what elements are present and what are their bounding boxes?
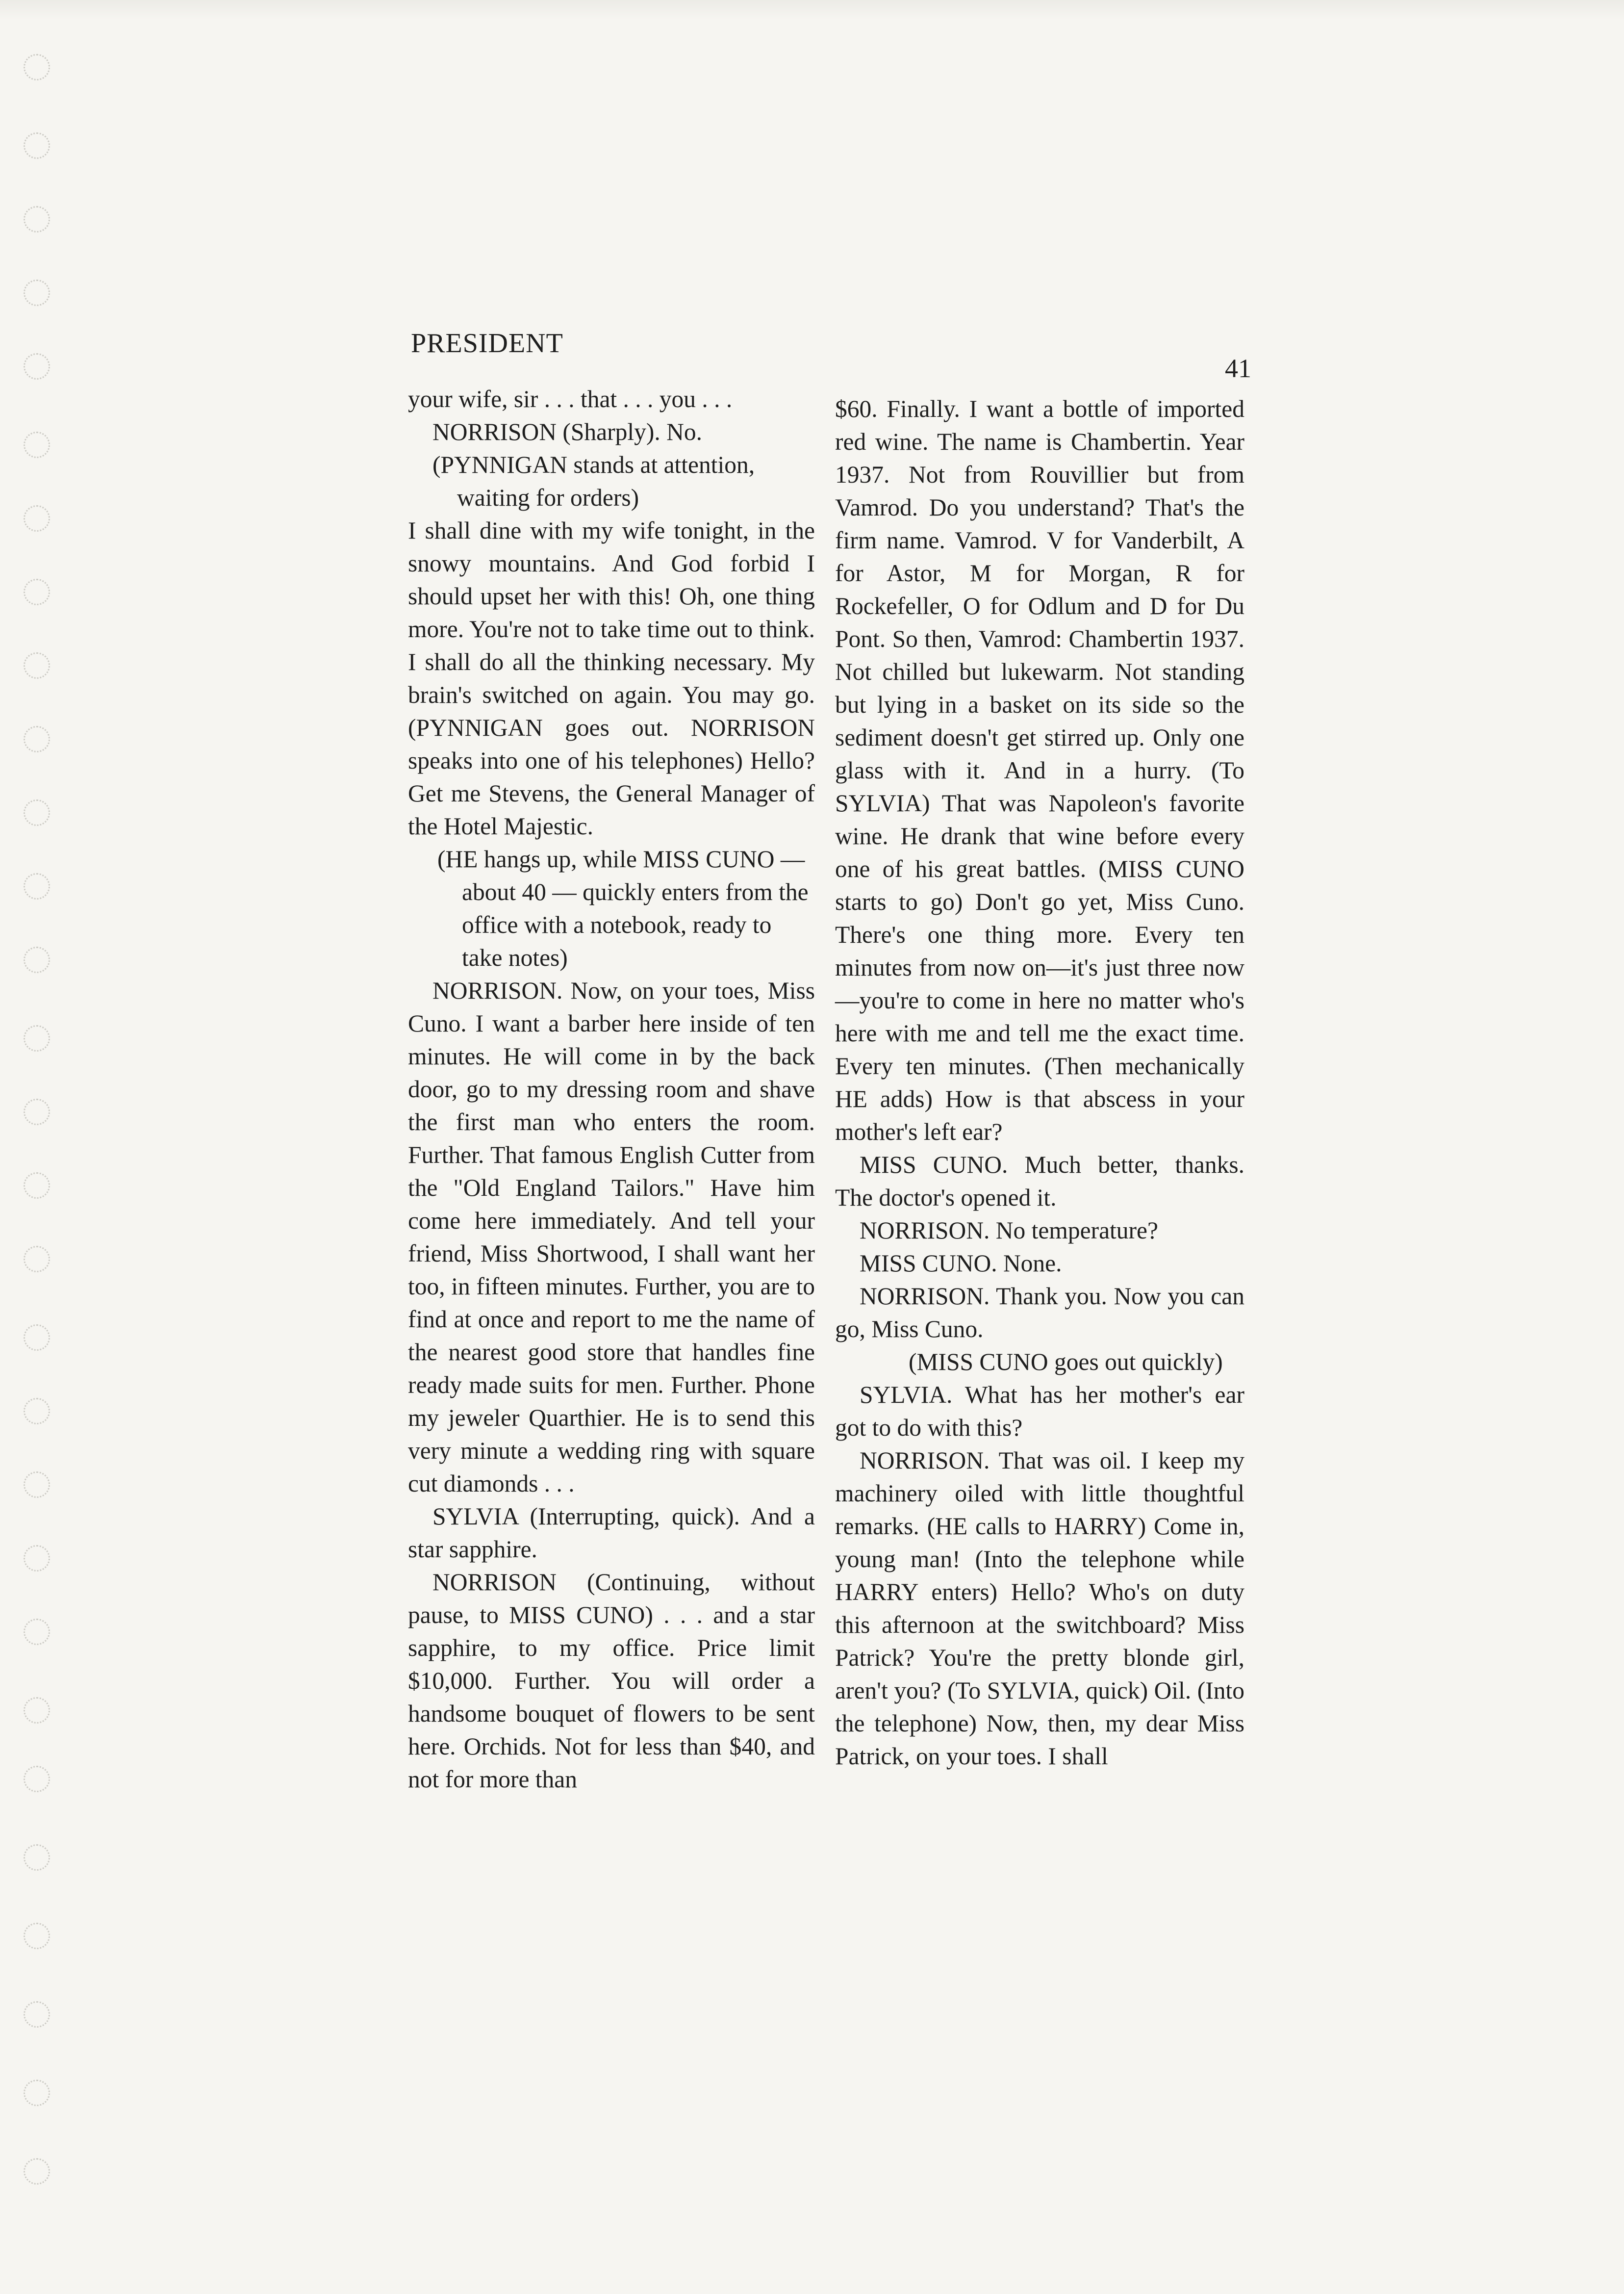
binding-hole (24, 1844, 50, 1871)
page-number: 41 (1225, 354, 1251, 383)
binding-hole (24, 280, 50, 306)
binding-hole (24, 432, 50, 458)
binding-hole (24, 799, 50, 826)
binding-hole (24, 1324, 50, 1351)
paragraph: your wife, sir . . . that . . . you . . . (408, 386, 733, 412)
paragraph: (PYNNIGAN stands at attention, waiting for orders) (432, 451, 755, 511)
binding-hole (24, 1471, 50, 1498)
paragraph: I shall dine with my wife tonight, in the snowy mountains. And God forbid I should upset her with this! Oh, one thing more. You're not to take time out to think. I shall do all the thinking necessary. My brain's switched on again. You may go. (PYNNIGAN goes out. NORRISON speaks into one of his telephones) Hello? Get me Stevens, the General Manager of the Hotel Majestic. (408, 517, 815, 840)
paragraph: NORRISON (Sharply). No. (432, 418, 702, 445)
page-top-shadow (0, 0, 1624, 20)
paragraph: (HE hangs up, while MISS CUNO — about 40 — quickly enters from the office with a notebook, ready to take notes) (437, 846, 809, 971)
binding-hole (24, 1619, 50, 1645)
binding-holes (10, 0, 64, 2294)
binding-hole (24, 947, 50, 973)
binding-hole (24, 1172, 50, 1199)
binding-hole (24, 2080, 50, 2106)
binding-hole (24, 353, 50, 380)
binding-hole (24, 505, 50, 532)
binding-hole (24, 1766, 50, 1792)
paragraph: NORRISON. That was oil. I keep my machinery oiled with little thoughtful remarks. (HE calls to HARRY) Come in, young man! (Into the telephone while HARRY enters) Hello? Who's on duty this afternoon at the switchboard? Miss Patrick? You're the pretty blonde girl, aren't you? (To SYLVIA, quick) Oil. (Into the telephone) Now, then, my dear Miss Patrick, on your toes. I shall (835, 1447, 1244, 1770)
binding-hole (24, 54, 50, 80)
binding-hole (24, 2001, 50, 2028)
binding-hole (24, 726, 50, 752)
paragraph: (MISS CUNO goes out quickly) (909, 1348, 1223, 1375)
paragraph: MISS CUNO. None. (860, 1250, 1062, 1277)
binding-hole (24, 1398, 50, 1424)
paragraph: NORRISON. No temperature? (860, 1217, 1158, 1244)
paragraph: MISS CUNO. Much better, thanks. The doctor's opened it. (835, 1151, 1244, 1211)
binding-hole (24, 579, 50, 605)
paragraph: NORRISON. Thank you. Now you can go, Miss Cuno. (835, 1283, 1244, 1342)
binding-hole (24, 1545, 50, 1572)
right-column (835, 392, 1244, 1773)
binding-hole (24, 206, 50, 232)
paragraph: NORRISON (Continuing, without pause, to MISS CUNO) . . . and a star sapphire, to my office. Price limit $10,000. Further. You will order a handsome bouquet of flowers to be sent here. Orchids. Not for less than $40, and not for more than (408, 1569, 815, 1793)
binding-hole (24, 1099, 50, 1125)
paragraph: NORRISON. Now, on your toes, Miss Cuno. I want a barber here inside of ten minutes. He will come in by the back door, go to my dressing room and shave the first man who enters the room. Further. That famous English Cutter from the "Old England Tailors." Have him come here immediately. And tell your friend, Miss Shortwood, I shall want her too, in fifteen minutes. Further, you are to find at once and report to me the name of the nearest good store that handles fine ready made suits for men. Further. Phone my jeweler Quarthier. He is to send this very minute a wedding ring with square cut diamonds . . . (408, 977, 815, 1497)
binding-hole (24, 873, 50, 900)
binding-hole (24, 1923, 50, 1949)
binding-hole (24, 1697, 50, 1724)
binding-hole (24, 652, 50, 679)
paragraph: SYLVIA (Interrupting, quick). And a star sapphire. (408, 1503, 815, 1563)
binding-hole (24, 2158, 50, 2185)
paragraph: SYLVIA. What has her mother's ear got to do with this? (835, 1381, 1244, 1441)
binding-hole (24, 1246, 50, 1272)
running-head: PRESIDENT (411, 328, 563, 359)
binding-hole (24, 132, 50, 159)
binding-hole (24, 1025, 50, 1052)
paragraph: $60. Finally. I want a bottle of imported red wine. The name is Chambertin. Year 1937. Not from Rouvillier but from Vamrod. Do you understand? That's the firm name. Vamrod. V for Vanderbilt, A for Astor, M for Morgan, R for Rockefeller, O for Odlum and D for Du Pont. So then, Vamrod: Chambertin 1937. Not chilled but lukewarm. Not standing but lying in a basket on its side so the sediment doesn't get stirred up. Only one glass with it. And in a hurry. (To SYLVIA) That was Napoleon's favorite wine. He drank that wine before every one of his great battles. (MISS CUNO starts to go) Don't go yet, Miss Cuno. There's one thing more. Every ten minutes from now on—it's just three now—you're to come in here no matter who's here with me and tell me the exact time. Every ten minutes. (Then mechanically HE adds) How is that abscess in your mother's left ear? (835, 395, 1244, 1145)
left-column (408, 383, 815, 1796)
